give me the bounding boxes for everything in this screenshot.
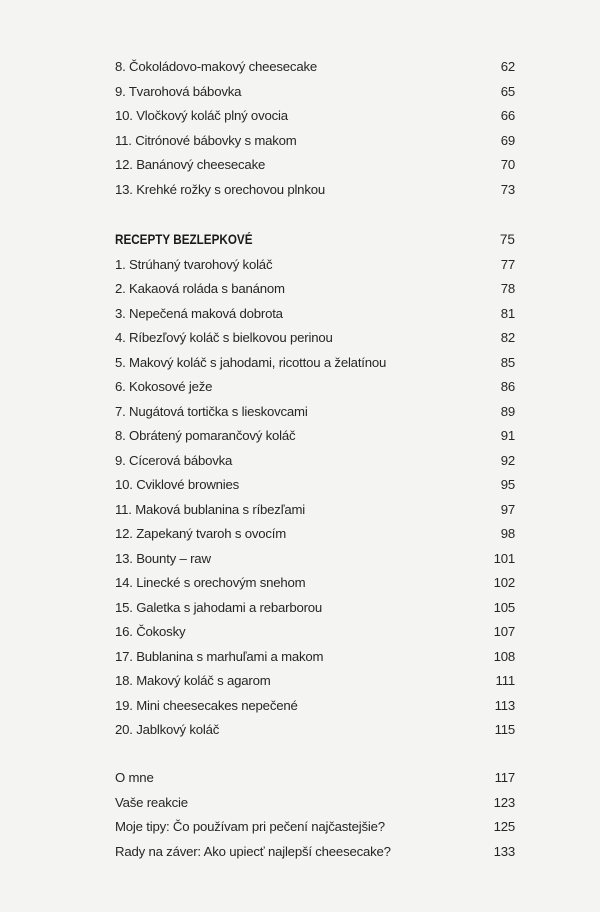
toc-entry-title: 13. Bounty – raw	[115, 550, 211, 566]
toc-entry-page: 102	[493, 575, 515, 590]
toc-entry-title: 6. Kokosové ježe	[115, 379, 213, 394]
toc-entry-title: 18. Makový koláč s agarom	[115, 673, 271, 688]
toc-entry-title: 9. Cícerová bábovka	[115, 452, 233, 468]
section-title: RECEPTY BEZLEPKOVÉ	[115, 232, 253, 247]
toc-entry[interactable]	[115, 306, 515, 331]
toc-entry[interactable]	[115, 819, 515, 844]
toc-entry[interactable]	[115, 795, 515, 820]
toc-end-list	[115, 770, 515, 868]
toc-entry-page: 66	[500, 108, 515, 123]
toc-entry[interactable]	[115, 844, 515, 869]
toc-entry-page: 105	[493, 599, 515, 615]
toc-entry-title: 9. Tvarohová bábovka	[115, 83, 242, 99]
toc-entry-title: 3. Nepečená maková dobrota	[115, 305, 283, 321]
toc-entry-page: 82	[500, 330, 515, 345]
toc-entry[interactable]	[115, 722, 515, 747]
toc-entry-title: 14. Linecké s orechovým snehom	[115, 575, 306, 590]
toc-entry-page: 108	[493, 648, 515, 664]
toc-entry-page: 73	[500, 181, 515, 197]
toc-entry-page: 91	[500, 428, 515, 443]
toc-entry-title: 10. Vločkový koláč plný ovocia	[115, 108, 288, 123]
toc-entry-title: 17. Bublanina s marhuľami a makom	[115, 648, 324, 664]
toc-entry-page: 117	[494, 770, 515, 785]
toc-entry[interactable]	[115, 108, 515, 133]
toc-entry-page: 101	[493, 550, 515, 566]
toc-entry-page: 111	[495, 673, 515, 688]
toc-entry[interactable]	[115, 673, 515, 698]
toc-entry-page: 125	[493, 819, 515, 834]
toc-entry-title: Vaše reakcie	[115, 794, 188, 810]
toc-entry[interactable]	[115, 281, 515, 306]
toc-entry-title: 7. Nugátová tortička s lieskovcami	[115, 403, 308, 419]
toc-entry-page: 69	[500, 132, 515, 148]
toc-entry-title: 19. Mini cheesecakes nepečené	[115, 697, 298, 713]
toc-entry[interactable]	[115, 157, 515, 182]
toc-entry[interactable]	[115, 182, 515, 207]
toc-section-gluten-free	[115, 232, 515, 747]
toc-entry[interactable]	[115, 133, 515, 158]
toc-entry-title: 8. Čokoládovo-makový cheesecake	[115, 59, 317, 74]
toc-entry-page: 98	[500, 526, 515, 541]
toc-entry-page: 92	[500, 452, 515, 468]
toc-entry-page: 95	[500, 477, 515, 492]
toc-entry[interactable]	[115, 575, 515, 600]
toc-entry-page: 133	[493, 843, 515, 859]
toc-entry-title: 4. Ríbezľový koláč s bielkovou perinou	[115, 330, 333, 345]
toc-entry-page: 85	[500, 354, 515, 370]
toc-entry-page: 62	[500, 59, 515, 74]
toc-entry[interactable]	[115, 477, 515, 502]
toc-entry[interactable]	[115, 600, 515, 625]
toc-entry-title: Rady na záver: Ako upiecť najlepší cheesecake?	[115, 843, 391, 859]
toc-entry-title: O mne	[115, 770, 154, 785]
section-heading[interactable]	[115, 232, 515, 257]
toc-entry-page: 113	[494, 697, 515, 713]
toc-entry[interactable]	[115, 770, 515, 795]
toc-entry[interactable]	[115, 526, 515, 551]
toc-entry[interactable]	[115, 257, 515, 282]
toc-entry-page: 97	[500, 501, 515, 517]
toc-entry[interactable]	[115, 649, 515, 674]
toc-entry-page: 77	[500, 256, 515, 272]
toc-entry-title: 10. Cviklové brownies	[115, 477, 240, 492]
toc-entry-title: 12. Banánový cheesecake	[115, 157, 266, 172]
toc-entry-title: 12. Zapekaný tvaroh s ovocím	[115, 526, 287, 541]
toc-entry-title: 16. Čokosky	[115, 624, 186, 639]
toc-entry-page: 115	[494, 722, 515, 737]
toc-entry-page: 107	[493, 624, 515, 639]
toc-entry-title: 1. Strúhaný tvarohový koláč	[115, 256, 273, 272]
toc-entry-page: 70	[500, 157, 515, 172]
toc-entry-title: 5. Makový koláč s jahodami, ricottou a želatínou	[115, 354, 387, 370]
toc-entry[interactable]	[115, 624, 515, 649]
section-page-number: 75	[499, 232, 515, 247]
toc-entry-title: 20. Jablkový koláč	[115, 722, 220, 737]
toc-entry[interactable]	[115, 453, 515, 478]
toc-entry-page: 65	[500, 83, 515, 99]
toc-entry[interactable]	[115, 428, 515, 453]
toc-entry[interactable]	[115, 84, 515, 109]
toc-entry-title: 2. Kakaová roláda s banánom	[115, 281, 285, 296]
toc-entry[interactable]	[115, 355, 515, 380]
section-entries	[115, 257, 515, 747]
toc-entry[interactable]	[115, 551, 515, 576]
toc-entry-page: 89	[500, 403, 515, 419]
toc-entry-title: 15. Galetka s jahodami a rebarborou	[115, 599, 323, 615]
toc-entry[interactable]	[115, 698, 515, 723]
toc-entry-title: 11. Maková bublanina s ríbezľami	[115, 501, 305, 517]
toc-entry-page: 78	[500, 281, 515, 296]
toc-entry-title: 11. Citrónové bábovky s makom	[115, 132, 297, 148]
toc-entry[interactable]	[115, 59, 515, 84]
toc-entry[interactable]	[115, 379, 515, 404]
toc-entry[interactable]	[115, 404, 515, 429]
toc-entry-title: 13. Krehké rožky s orechovou plnkou	[115, 181, 325, 197]
toc-entry-title: 8. Obrátený pomarančový koláč	[115, 428, 296, 443]
toc-entry-page: 86	[500, 379, 515, 394]
toc-entry[interactable]	[115, 330, 515, 355]
toc-entry-page: 81	[500, 305, 515, 321]
toc-entry[interactable]	[115, 502, 515, 527]
toc-entry-title: Moje tipy: Čo používam pri pečení najčastejšie?	[115, 819, 385, 834]
toc-entry-page: 123	[493, 794, 515, 810]
toc-top-list	[115, 59, 515, 206]
